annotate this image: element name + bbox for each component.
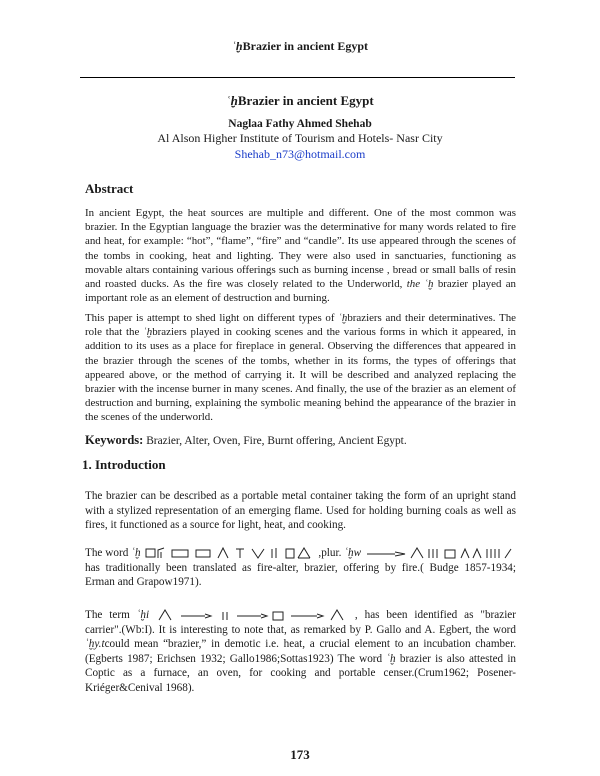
abstract-p1-text: In ancient Egypt, the heat sources are multiple and different. One of the most common was brazier. In the Egyptian language the brazier was the determinative for many words related to fire and heat, for example: “hot”, “flame”, “fire” and “candle”. Its use appeared through the scenes of the tombs in cooking, heat and lighting. They were also used in sanctuaries, functioning as movable altars containing various offerings such as burning incense , bread or small balls of resin and roasted ducks. As the fire was closely related to the Underworld, [85,207,516,291]
intro-p2-plur: ,plur. [318,547,342,559]
author-email[interactable]: Shehab_n73@hotmail.com [234,147,366,161]
intro-p2-transliteration-2: ʿḫw [344,547,362,559]
intro-paragraph-3 [85,608,516,696]
author-affiliation: Al Alson Higher Institute of Tourism and Hotels- Nasr City [157,131,443,145]
intro-paragraph-1: The brazier can be described as a portable metal container taking the form of an upright stand with a stylized representation of an emerging flame. Used for holding burning coals as well as fires, it functioned as a source for light, heat, and cooking. [85,490,516,532]
running-head-transliteration: ʿḫ [231,39,243,53]
abstract-p2-transliteration: ʿḫ [338,312,348,324]
intro-p3-transliteration-3: ʿḫ [386,652,396,665]
abstract-heading: Abstract [85,181,134,196]
intro-p3-text-d: brazier is also attested in Coptic as a furnace, an oven, for cooking and portable censer.(Crum1962; Posener-Kriéger&Cenival 1968). [85,652,517,694]
intro-p3-transliteration-2: ʿḫy.t [85,638,105,651]
page-number: 173 [290,747,310,762]
intro-p2-transliteration: ʿḫ [131,547,141,559]
running-head [0,39,600,54]
abstract-p1-transliteration: ʿḫ [424,278,434,291]
keywords-line [85,433,407,448]
hieroglyph-plural-icon [365,546,515,560]
introduction-heading: 1. Introduction [82,457,166,472]
intro-p2-text-b: has traditionally been translated as fire-alter, brazier, offering by fire.( Budge 1857-1934; Erman and Grapow1971). [85,561,516,589]
keywords-value: Brazier, Alter, Oven, Fire, Burnt offering, Ancient Egypt. [146,435,407,447]
abstract-p2-text-c: braziers played in cooking scenes and the various forms in which it appeared, in addition to its uses as a place for fireplace in general. Observing the differences that appeared in the brazier through the scenes of the tombs, whether in its forms, the types of offerings that appeared above, or the method of carrying it. It will be described and analyzed replacing the brazier with the incense burner in many scenes. And finally, the use of the brazier as an element of destruction and burning, explaining the symbolic meaning behind the appearance of the brazier in the scenes of the underworld. [85,326,516,424]
title-block [0,93,600,162]
header-rule [80,77,515,78]
hieroglyph-group-icon [144,546,314,560]
intro-p3-text-a: The term [85,609,130,621]
intro-p3-transliteration: ʿḫi [136,609,150,621]
abstract-paragraph-1 [85,206,516,305]
abstract-p2-text-b: braziers and their determinatives. The role that the [85,312,516,339]
title-transliteration: ʿḫ [226,93,238,108]
abstract-p2-text-a: This paper is attempt to shed light on different types of [85,312,335,324]
hieroglyph-carrier-icon [157,608,347,622]
title-text: Brazier in ancient Egypt [237,93,374,108]
intro-p3-text-c: could mean “brazier,” in demotic i.e. heat, a crucial element to an incubation chamber.(Egberts 1987; Erichsen 1932; Gallo1986;Sottas1923) The word [85,638,516,665]
intro-p3-text-b: , has been identified as "brazier carrier".(Wb:I). It is interesting to note that, as remarked by P. Gallo and A. Egbert, the word [85,609,516,636]
author-name: Naglaa Fathy Ahmed Shehab [228,118,372,130]
abstract-p1-text-end: brazier played an important role as an element of destruction and burning. [85,278,517,305]
paper-title [0,93,600,109]
abstract-p2-transliteration-2: ʿḫ [143,326,153,339]
abstract-p1-the: the [406,278,421,291]
intro-paragraph-2 [85,546,516,590]
intro-p2-text-a: The word [85,547,129,559]
abstract-paragraph-2 [85,311,516,425]
keywords-label: Keywords: [85,433,144,447]
running-head-title: Brazier in ancient Egypt [242,39,369,53]
